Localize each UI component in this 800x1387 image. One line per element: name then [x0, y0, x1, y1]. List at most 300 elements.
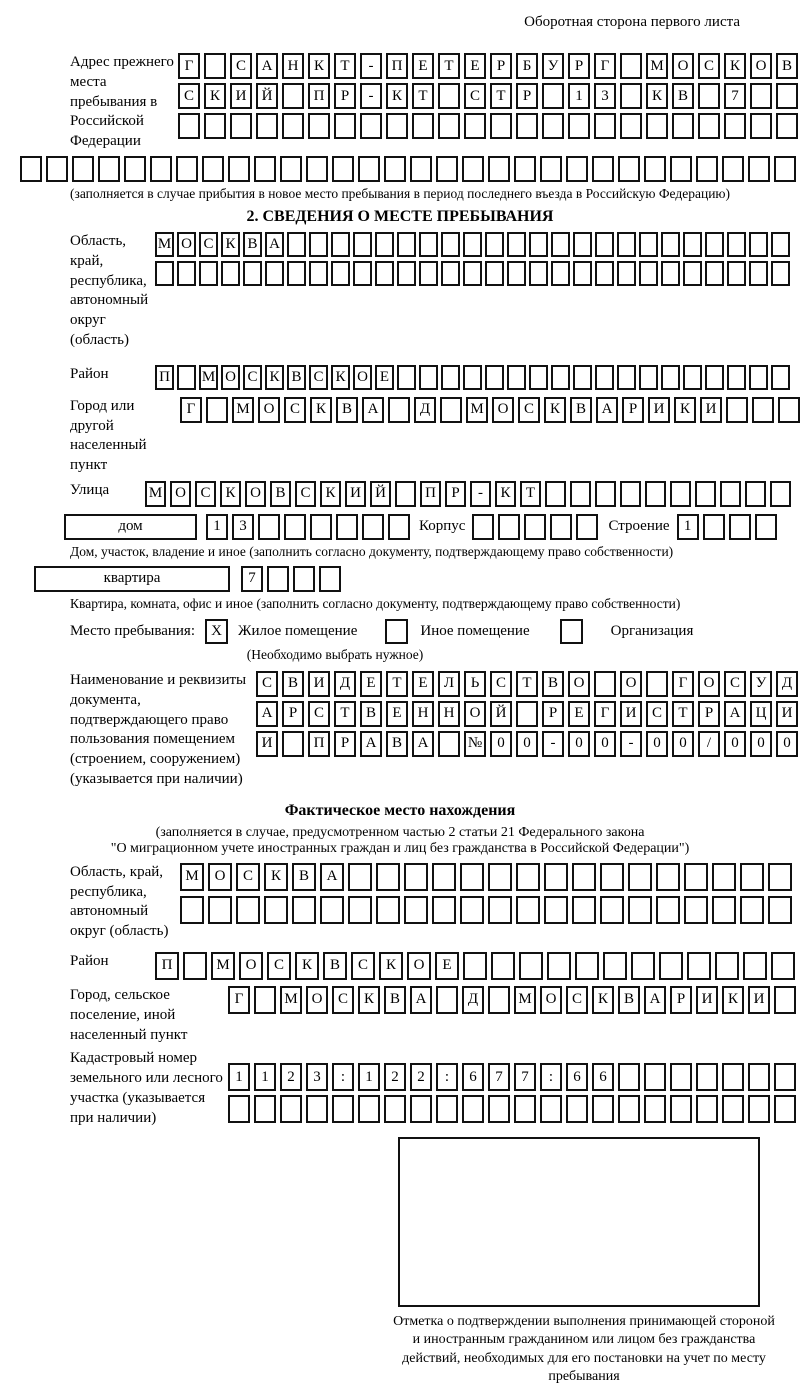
prev-address-block [70, 53, 800, 152]
char-cell: С [646, 701, 668, 727]
char-cell [712, 863, 736, 891]
district-block [70, 365, 800, 390]
char-cell: В [287, 365, 306, 390]
char-cell: 6 [462, 1063, 484, 1091]
char-cell [507, 261, 526, 286]
char-cell [464, 113, 486, 139]
char-cell: К [724, 53, 746, 79]
char-cell [410, 1095, 432, 1123]
char-cell [384, 156, 406, 182]
char-cell: В [282, 671, 304, 697]
actual-location-note-1: (заполняется в случае, предусмотренном частью 2 статьи 21 Федерального закона [155, 824, 645, 840]
char-cell: О [170, 481, 191, 507]
char-cell [308, 113, 330, 139]
char-cell [603, 952, 627, 980]
char-cell: - [470, 481, 491, 507]
char-cell [282, 731, 304, 757]
stay-type-option-inoe: Иное помещение [420, 622, 530, 639]
char-cell [72, 156, 94, 182]
char-cell [384, 1095, 406, 1123]
cadastral-block [70, 1049, 800, 1128]
char-cell [727, 365, 746, 390]
char-cell [183, 952, 207, 980]
char-cell [645, 481, 666, 507]
char-cell: У [542, 53, 564, 79]
char-cell: М [514, 986, 536, 1014]
char-cell [600, 863, 624, 891]
char-cell [639, 365, 658, 390]
char-cell: С [464, 83, 486, 109]
char-cell: Е [412, 671, 434, 697]
char-cell [404, 863, 428, 891]
char-cell: А [265, 232, 284, 257]
char-cell: И [230, 83, 252, 109]
char-cell [696, 1095, 718, 1123]
char-cell [659, 952, 683, 980]
char-cell: С [236, 863, 260, 891]
char-cell [628, 896, 652, 924]
char-cell [771, 261, 790, 286]
char-cell [488, 896, 512, 924]
char-cell [750, 83, 772, 109]
char-cell [206, 397, 228, 423]
char-cell [646, 671, 668, 697]
char-cell: В [292, 863, 316, 891]
char-cell [722, 156, 744, 182]
char-cell [540, 156, 562, 182]
char-cell [551, 365, 570, 390]
char-cell [292, 896, 316, 924]
char-cell [208, 896, 232, 924]
char-cell [594, 671, 616, 697]
char-cell: Ь [464, 671, 486, 697]
char-cell: С [199, 232, 218, 257]
stroenie-row [677, 514, 777, 540]
char-cell [770, 481, 791, 507]
char-cell [309, 232, 328, 257]
char-cell [293, 566, 315, 592]
char-cell [267, 566, 289, 592]
char-cell [331, 232, 350, 257]
char-cell [441, 261, 460, 286]
char-cell: Т [516, 671, 538, 697]
char-cell: Р [282, 701, 304, 727]
char-cell: 2 [384, 1063, 406, 1091]
stay-type-label: Место пребывания: [70, 622, 195, 639]
char-cell [748, 1063, 770, 1091]
char-cell [519, 952, 543, 980]
char-cell: К [544, 397, 566, 423]
char-cell [353, 232, 372, 257]
char-cell [644, 1063, 666, 1091]
char-cell [488, 986, 510, 1014]
char-cell: И [256, 731, 278, 757]
char-cell [729, 514, 751, 540]
stay-type-note: (Необходимо выбрать нужное) [246, 646, 424, 662]
char-cell: Н [438, 701, 460, 727]
document-label: Наименование и реквизиты документа, подтверждающего право пользования помещением (строением, сооружением) (указывается при наличии) [70, 671, 247, 787]
char-cell: Г [594, 53, 616, 79]
char-cell [360, 113, 382, 139]
char-cell [488, 156, 510, 182]
actual-district-label: Район [70, 952, 109, 969]
char-cell [748, 1095, 770, 1123]
char-cell [592, 1095, 614, 1123]
char-cell: Й [490, 701, 512, 727]
char-cell [620, 481, 641, 507]
char-cell: 1 [206, 514, 228, 540]
stay-type-checkbox-inoe [385, 619, 408, 644]
char-cell [236, 896, 260, 924]
char-cell [362, 514, 384, 540]
char-cell [529, 365, 548, 390]
char-cell [644, 156, 666, 182]
char-cell: С [518, 397, 540, 423]
char-cell [441, 232, 460, 257]
char-cell [639, 261, 658, 286]
char-cell [774, 1063, 796, 1091]
char-cell: - [360, 53, 382, 79]
char-cell: Р [516, 83, 538, 109]
district-row [155, 365, 790, 390]
char-cell: К [310, 397, 332, 423]
char-cell [404, 896, 428, 924]
char-cell: 6 [566, 1063, 588, 1091]
char-cell [712, 896, 736, 924]
char-cell: К [386, 83, 408, 109]
apartment-note: Квартира, комната, офис и иное (заполнить согласно документу, подтверждающему право собственности) [70, 595, 681, 611]
char-cell: А [724, 701, 746, 727]
char-cell [460, 896, 484, 924]
char-cell: О [221, 365, 240, 390]
char-cell [254, 1095, 276, 1123]
char-cell [376, 863, 400, 891]
house-row [206, 514, 410, 540]
char-cell: Л [438, 671, 460, 697]
char-cell [573, 365, 592, 390]
char-cell [460, 863, 484, 891]
char-cell [547, 952, 571, 980]
char-cell [199, 261, 218, 286]
char-cell: 0 [490, 731, 512, 757]
char-cell: А [596, 397, 618, 423]
char-cell [617, 261, 636, 286]
char-cell: - [542, 731, 564, 757]
char-cell: И [648, 397, 670, 423]
char-cell: В [570, 397, 592, 423]
char-cell [683, 232, 702, 257]
char-cell [661, 232, 680, 257]
char-cell: 0 [568, 731, 590, 757]
char-cell [280, 1095, 302, 1123]
char-cell [204, 113, 226, 139]
char-cell [243, 261, 262, 286]
char-cell [358, 156, 380, 182]
korpus-row [472, 514, 598, 540]
char-cell: 7 [724, 83, 746, 109]
page-corner-note: Оборотная сторона первого листа [524, 14, 740, 30]
char-cell: У [750, 671, 772, 697]
char-cell [397, 365, 416, 390]
document-row-1 [256, 671, 798, 697]
char-cell: 3 [594, 83, 616, 109]
char-cell: О [208, 863, 232, 891]
char-cell [280, 156, 302, 182]
char-cell: Г [594, 701, 616, 727]
char-cell [683, 365, 702, 390]
char-cell [306, 1095, 328, 1123]
char-cell: 0 [646, 731, 668, 757]
char-cell: В [270, 481, 291, 507]
char-cell: Е [435, 952, 459, 980]
char-cell [507, 232, 526, 257]
char-cell: Т [334, 53, 356, 79]
char-cell: Д [414, 397, 436, 423]
char-cell: С [308, 701, 330, 727]
char-cell [628, 863, 652, 891]
char-cell: Е [464, 53, 486, 79]
char-cell: : [332, 1063, 354, 1091]
char-cell: 7 [241, 566, 263, 592]
char-cell: К [295, 952, 319, 980]
char-cell: Е [386, 701, 408, 727]
char-cell: М [646, 53, 668, 79]
char-cell [696, 156, 718, 182]
char-cell [644, 1095, 666, 1123]
char-cell [551, 261, 570, 286]
char-cell [20, 156, 42, 182]
char-cell: Р [334, 731, 356, 757]
char-cell [687, 952, 711, 980]
char-cell [656, 896, 680, 924]
char-cell [617, 365, 636, 390]
char-cell [516, 863, 540, 891]
apartment-line [34, 566, 800, 592]
korpus-label: Корпус [419, 518, 466, 535]
char-cell [749, 232, 768, 257]
char-cell: С [566, 986, 588, 1014]
char-cell [463, 952, 487, 980]
char-cell [684, 863, 708, 891]
char-cell: А [360, 731, 382, 757]
char-cell: С [309, 365, 328, 390]
char-cell [258, 514, 280, 540]
char-cell: В [360, 701, 382, 727]
cadastral-row-1 [228, 1063, 796, 1091]
char-cell [432, 863, 456, 891]
char-cell: К [674, 397, 696, 423]
char-cell: 1 [568, 83, 590, 109]
char-cell: В [386, 731, 408, 757]
char-cell [397, 261, 416, 286]
char-cell [670, 481, 691, 507]
char-cell: М [466, 397, 488, 423]
char-cell: - [360, 83, 382, 109]
char-cell [254, 986, 276, 1014]
char-cell: : [436, 1063, 458, 1091]
char-cell: В [542, 671, 564, 697]
char-cell [180, 896, 204, 924]
char-cell [755, 514, 777, 540]
char-cell: К [331, 365, 350, 390]
actual-city-row [228, 986, 796, 1014]
char-cell: Г [672, 671, 694, 697]
stamp-area-note: Отметка о подтверждении выполнения принимающей стороной и иностранным гражданином или лицом без гражданства действий, необходимых для его постановки на учет по месту пребывания [393, 1313, 775, 1385]
char-cell: М [180, 863, 204, 891]
char-cell [514, 156, 536, 182]
char-cell: Р [698, 701, 720, 727]
char-cell [488, 1095, 510, 1123]
stay-type-option-org: Организация [610, 622, 694, 639]
char-cell [768, 863, 792, 891]
char-cell: К [358, 986, 380, 1014]
char-cell: К [320, 481, 341, 507]
char-cell: 0 [776, 731, 798, 757]
char-cell [320, 896, 344, 924]
char-cell: К [221, 232, 240, 257]
char-cell [740, 863, 764, 891]
char-cell: О [258, 397, 280, 423]
char-cell: М [199, 365, 218, 390]
char-cell [353, 261, 372, 286]
char-cell [551, 232, 570, 257]
char-cell: М [155, 232, 174, 257]
char-cell [485, 261, 504, 286]
char-cell [566, 156, 588, 182]
document-row-3 [256, 731, 798, 757]
char-cell [745, 481, 766, 507]
char-cell: В [323, 952, 347, 980]
actual-district-block [70, 952, 800, 980]
char-cell: О [353, 365, 372, 390]
char-cell [436, 156, 458, 182]
document-row-2 [256, 701, 798, 727]
char-cell [282, 113, 304, 139]
char-cell [771, 232, 790, 257]
char-cell [348, 863, 372, 891]
char-cell [287, 232, 306, 257]
char-cell [332, 1095, 354, 1123]
char-cell [684, 896, 708, 924]
char-cell [768, 896, 792, 924]
cadastral-label: Кадастровый номер земельного или лесного участка (указывается при наличии) [70, 1050, 223, 1126]
char-cell: Е [568, 701, 590, 727]
prev-address-row-4 [20, 156, 800, 182]
char-cell [545, 481, 566, 507]
char-cell: Т [412, 83, 434, 109]
char-cell: О [245, 481, 266, 507]
char-cell [516, 701, 538, 727]
char-cell [176, 156, 198, 182]
char-cell [656, 863, 680, 891]
char-cell [419, 232, 438, 257]
apartment-box-label: квартира [34, 566, 230, 592]
char-cell [336, 514, 358, 540]
char-cell: Й [370, 481, 391, 507]
char-cell: : [540, 1063, 562, 1091]
char-cell [575, 952, 599, 980]
apartment-row [241, 566, 341, 592]
char-cell [419, 261, 438, 286]
char-cell [254, 156, 276, 182]
char-cell: С [256, 671, 278, 697]
char-cell [256, 113, 278, 139]
char-cell [703, 514, 725, 540]
char-cell [204, 53, 226, 79]
char-cell: С [295, 481, 316, 507]
char-cell: О [568, 671, 590, 697]
char-cell: / [698, 731, 720, 757]
char-cell [358, 1095, 380, 1123]
char-cell: 0 [750, 731, 772, 757]
char-cell [507, 365, 526, 390]
char-cell: Й [256, 83, 278, 109]
char-cell: С [351, 952, 375, 980]
char-cell [740, 896, 764, 924]
char-cell: А [410, 986, 432, 1014]
char-cell [310, 514, 332, 540]
char-cell: Е [360, 671, 382, 697]
street-block [70, 481, 800, 507]
char-cell: К [265, 365, 284, 390]
char-cell: С [230, 53, 252, 79]
char-cell [670, 1063, 692, 1091]
char-cell [150, 156, 172, 182]
char-cell [438, 113, 460, 139]
char-cell: О [407, 952, 431, 980]
char-cell [177, 365, 196, 390]
house-note: Дом, участок, владение и иное (заполнить согласно документу, подтверждающему право собственности) [70, 543, 674, 559]
char-cell [514, 1095, 536, 1123]
char-cell: 1 [677, 514, 699, 540]
char-cell [155, 261, 174, 286]
char-cell [348, 896, 372, 924]
char-cell [550, 514, 572, 540]
char-cell [715, 952, 739, 980]
char-cell [698, 113, 720, 139]
prev-address-note: (заполняется в случае прибытия в новое место пребывания в период последнего въезда в Российскую Федерацию) [69, 185, 731, 201]
char-cell: А [256, 53, 278, 79]
char-cell [618, 1063, 640, 1091]
char-cell [620, 113, 642, 139]
char-cell [670, 156, 692, 182]
char-cell: К [204, 83, 226, 109]
char-cell: К [379, 952, 403, 980]
char-cell [705, 261, 724, 286]
char-cell [683, 261, 702, 286]
char-cell [776, 113, 798, 139]
char-cell: И [700, 397, 722, 423]
char-cell: Т [520, 481, 541, 507]
char-cell [441, 365, 460, 390]
char-cell [282, 83, 304, 109]
char-cell [727, 232, 746, 257]
char-cell [696, 1063, 718, 1091]
stamp-area-box [398, 1137, 760, 1307]
char-cell [412, 113, 434, 139]
char-cell [695, 481, 716, 507]
char-cell [720, 481, 741, 507]
char-cell [595, 365, 614, 390]
char-cell [436, 986, 458, 1014]
prev-address-row-1 [178, 53, 798, 79]
char-cell: 2 [410, 1063, 432, 1091]
char-cell: П [155, 365, 174, 390]
char-cell: А [412, 731, 434, 757]
actual-city-label: Город, сельское поселение, иной населенный пункт [70, 986, 188, 1043]
char-cell: Г [180, 397, 202, 423]
char-cell: И [696, 986, 718, 1014]
